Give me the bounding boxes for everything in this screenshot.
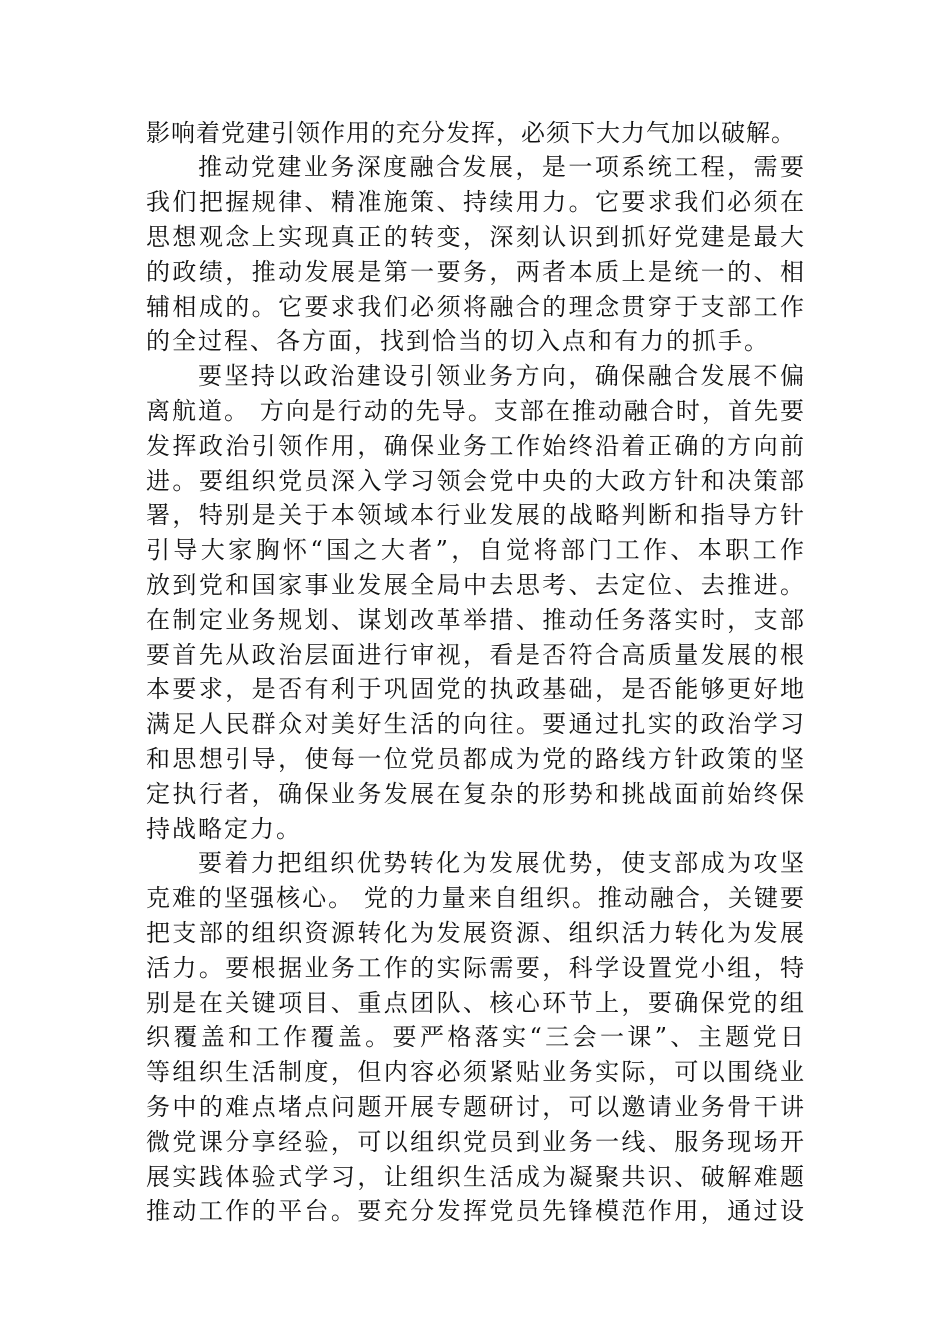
text-line: 要首先从政治层面进行审视，看是否符合高质量发展的根 bbox=[146, 640, 805, 669]
paragraph bbox=[146, 359, 805, 846]
text-line: 在制定业务规划、谋划改革举措、推动任务落实时，支部 bbox=[146, 605, 805, 634]
text-line: 要着力把组织优势转化为发展优势，使支部成为攻坚 bbox=[198, 849, 805, 878]
text-line: 发挥政治引领作用，确保业务工作始终沿着正确的方向前 bbox=[146, 431, 805, 460]
text-line: 把支部的组织资源转化为发展资源、组织活力转化为发展 bbox=[146, 918, 805, 947]
text-line: 进。要组织党员深入学习领会党中央的大政方针和决策部 bbox=[146, 466, 805, 495]
text-line: 持战略定力。 bbox=[146, 814, 302, 843]
text-line: 微党课分享经验，可以组织党员到业务一线、服务现场开 bbox=[146, 1127, 805, 1156]
text-line: 定执行者，确保业务发展在复杂的形势和挑战面前始终保 bbox=[146, 779, 805, 808]
text-line: 的全过程、各方面，找到恰当的切入点和有力的抓手。 bbox=[146, 327, 770, 356]
text-line: 离航道。 方向是行动的先导。支部在推动融合时，首先要 bbox=[146, 396, 805, 425]
text-line: 思想观念上实现真正的转变，深刻认识到抓好党建是最大 bbox=[146, 222, 805, 251]
text-line: 和思想引导，使每一位党员都成为党的路线方针政策的坚 bbox=[146, 744, 805, 773]
text-line: 务中的难点堵点问题开展专题研讨，可以邀请业务骨干讲 bbox=[146, 1092, 805, 1121]
text-line: 织覆盖和工作覆盖。要严格落实“三会一课”、主题党日 bbox=[146, 1023, 805, 1052]
text-line: 引导大家胸怀“国之大者”，自觉将部门工作、本职工作 bbox=[146, 536, 805, 565]
text-line: 影响着党建引领作用的充分发挥，必须下大力气加以破解。 bbox=[146, 118, 796, 147]
text-line: 推动党建业务深度融合发展，是一项系统工程，需要 bbox=[198, 153, 805, 182]
text-line: 克难的坚强核心。 党的力量来自组织。推动融合，关键要 bbox=[146, 884, 805, 913]
text-line: 满足人民群众对美好生活的向往。要通过扎实的政治学习 bbox=[146, 710, 805, 739]
text-line: 推动工作的平台。要充分发挥党员先锋模范作用，通过设 bbox=[146, 1197, 805, 1226]
text-line: 等组织生活制度，但内容必须紧贴业务实际，可以围绕业 bbox=[146, 1058, 805, 1087]
text-line: 的政绩，推动发展是第一要务，两者本质上是统一的、相 bbox=[146, 257, 805, 286]
paragraph bbox=[146, 846, 805, 1229]
text-line: 别是在关键项目、重点团队、核心环节上，要确保党的组 bbox=[146, 988, 805, 1017]
text-line: 辅相成的。它要求我们必须将融合的理念贯穿于支部工作 bbox=[146, 292, 805, 321]
text-line: 署，特别是关于本领域本行业发展的战略判断和指导方针 bbox=[146, 501, 805, 530]
paragraph bbox=[146, 150, 805, 359]
text-line: 放到党和国家事业发展全局中去思考、去定位、去推进。 bbox=[146, 570, 805, 599]
text-line: 要坚持以政治建设引领业务方向，确保融合发展不偏 bbox=[198, 362, 805, 391]
text-line: 展实践体验式学习，让组织生活成为凝聚共识、破解难题 bbox=[146, 1162, 805, 1191]
text-line: 活力。要根据业务工作的实际需要，科学设置党小组，特 bbox=[146, 953, 805, 982]
paragraph bbox=[146, 116, 805, 151]
body-text bbox=[146, 116, 805, 1230]
text-line: 我们把握规律、精准施策、持续用力。它要求我们必须在 bbox=[146, 188, 805, 217]
text-line: 本要求，是否有利于巩固党的执政基础，是否能够更好地 bbox=[146, 675, 805, 704]
